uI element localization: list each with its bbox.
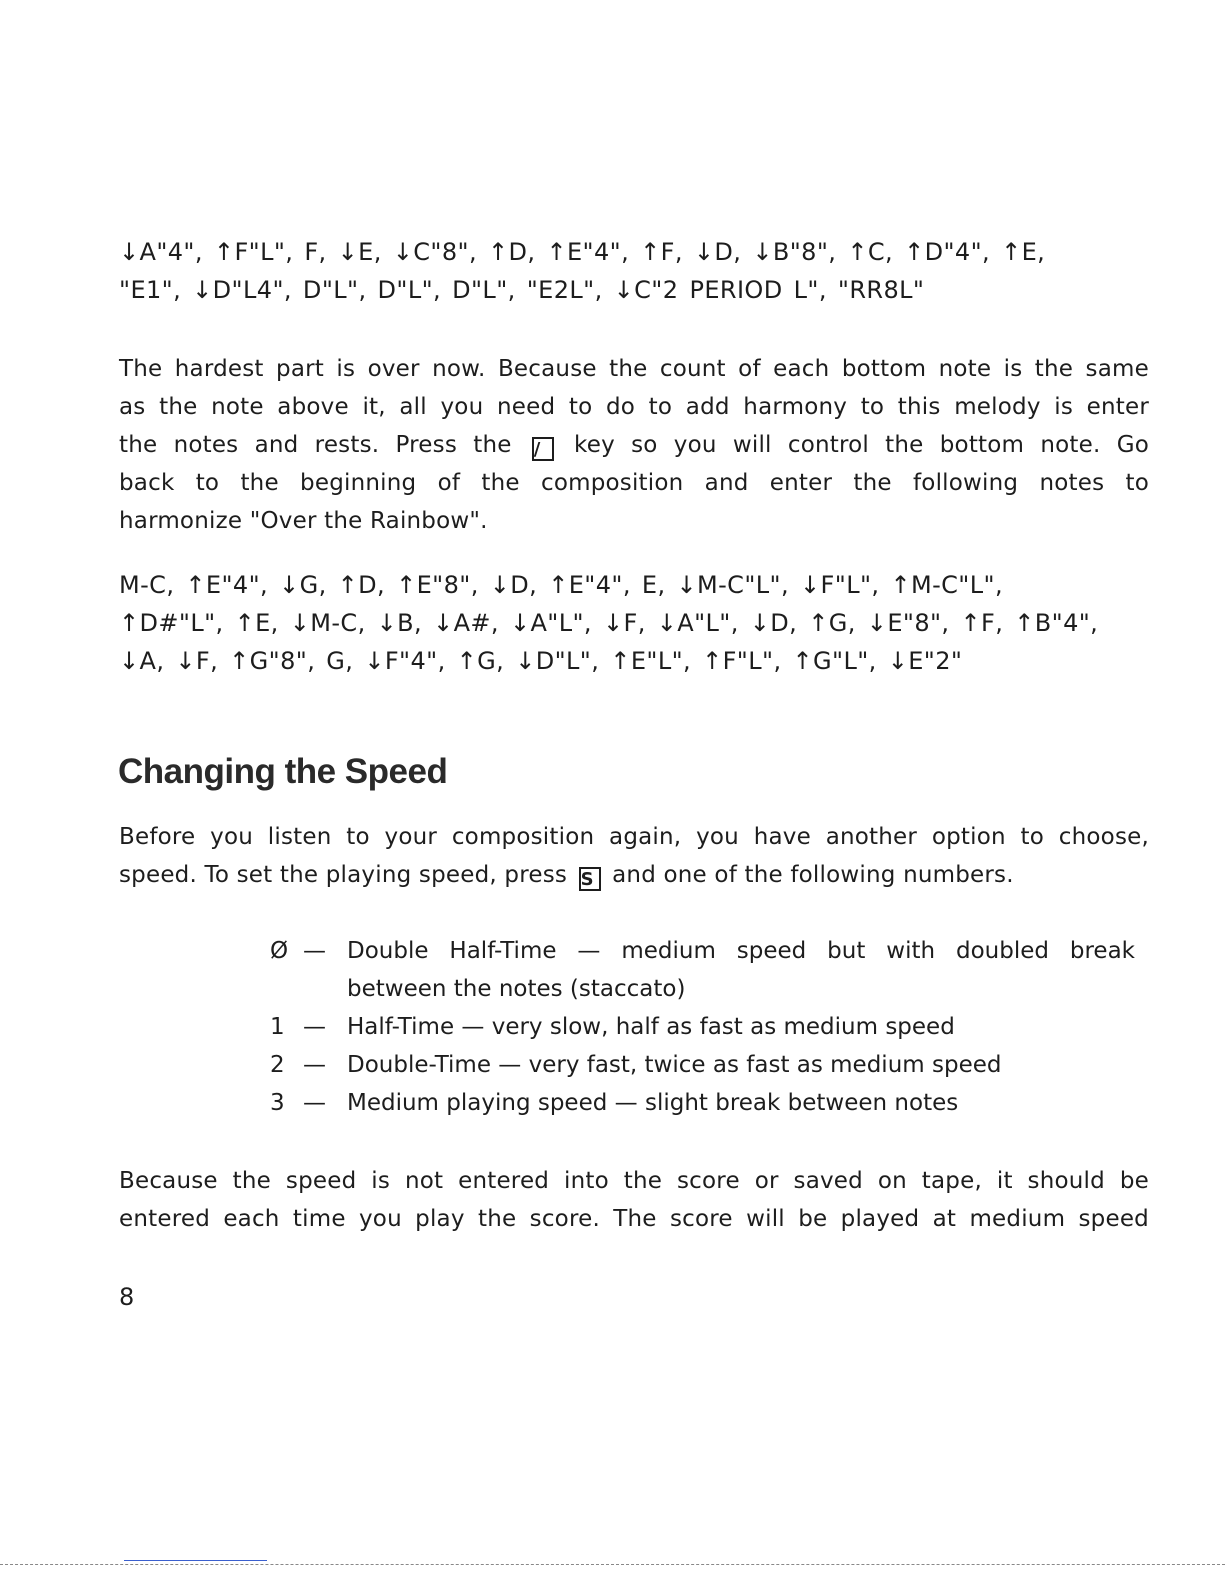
speed-note-paragraph — [119, 1162, 1149, 1238]
paragraph-line: back to the beginning of the composition and enter the following notes to — [119, 470, 1149, 496]
paragraph-line: as the note above it, all you need to do to add harmony to this melody is enter — [119, 394, 1149, 420]
speed-option-number: 3 — [270, 1090, 285, 1116]
speed-option-description: Double Half-Time — medium speed but with doubled break — [347, 938, 1135, 964]
paragraph-line — [119, 426, 1149, 464]
speed-option — [255, 1046, 1135, 1084]
speed-option-description: Half-Time — very slow, half as fast as medium speed — [347, 1014, 955, 1040]
notes-line: ↑D#"L", ↑E, ↓M-C, ↓B, ↓A#, ↓A"L", ↓F, ↓A"L", ↓D, ↑G, ↓E"8", ↑F, ↑B"4", — [119, 609, 1099, 637]
speed-option-number: Ø — [270, 938, 289, 964]
harmony-notes-block — [119, 566, 1149, 680]
paragraph-text: key so you will control the bottom note. Go — [574, 432, 1149, 458]
section-heading: Changing the Speed — [118, 752, 448, 791]
paragraph-line: Because the speed is not entered into the score or saved on tape, it should be — [119, 1168, 1149, 1194]
s-key-icon: S — [579, 867, 601, 891]
footer-mark — [124, 1560, 267, 1561]
notes-line: ↓A"4", ↑F"L", F, ↓E, ↓C"8", ↑D, ↑E"4", ↑F, ↓D, ↓B"8", ↑C, ↑D"4", ↑E, — [119, 238, 1046, 266]
speed-option-dash: — — [303, 1052, 326, 1078]
slash-key-icon: / — [532, 437, 554, 461]
melody-notes-block — [119, 233, 1149, 309]
speed-option — [255, 1008, 1135, 1046]
notes-line: ↓A, ↓F, ↑G"8", G, ↓F"4", ↑G, ↓D"L", ↑E"L", ↑F"L", ↑G"L", ↓E"2" — [119, 647, 963, 675]
paragraph-text: and one of the following numbers. — [612, 862, 1014, 888]
paragraph-text: speed. To set the playing speed, press — [119, 862, 568, 888]
speed-option-number: 1 — [270, 1014, 285, 1040]
speed-option-dash: — — [303, 938, 326, 964]
speed-option-description: Medium playing speed — slight break between notes — [347, 1090, 959, 1116]
paragraph-line: Before you listen to your composition again, you have another option to choose, — [119, 824, 1149, 850]
speed-options-list — [255, 932, 1135, 1122]
paragraph-line — [119, 856, 1149, 894]
paragraph-text: the notes and rests. Press the — [119, 432, 512, 458]
speed-option-number: 2 — [270, 1052, 285, 1078]
speed-intro-paragraph — [119, 818, 1149, 894]
notes-line: "E1", ↓D"L4", D"L", D"L", D"L", "E2L", ↓C"2 PERIOD L", "RR8L" — [119, 276, 925, 304]
paragraph-line: entered each time you play the score. The score will be played at medium speed — [119, 1206, 1149, 1232]
notes-line: M-C, ↑E"4", ↓G, ↑D, ↑E"8", ↓D, ↑E"4", E, ↓M-C"L", ↓F"L", ↑M-C"L", — [119, 571, 1003, 599]
page-number: 8 — [119, 1283, 135, 1311]
speed-option-description: Double-Time — very fast, twice as fast as medium speed — [347, 1052, 1002, 1078]
harmony-instructions-paragraph — [119, 350, 1149, 540]
speed-option — [255, 932, 1135, 1008]
speed-option — [255, 1084, 1135, 1122]
speed-option-dash: — — [303, 1090, 326, 1116]
paragraph-line: The hardest part is over now. Because the count of each bottom note is the same — [119, 356, 1149, 382]
paragraph-line: harmonize "Over the Rainbow". — [119, 508, 488, 534]
footer-divider — [0, 1564, 1225, 1565]
speed-option-description: between the notes (staccato) — [347, 976, 686, 1002]
speed-option-dash: — — [303, 1014, 326, 1040]
